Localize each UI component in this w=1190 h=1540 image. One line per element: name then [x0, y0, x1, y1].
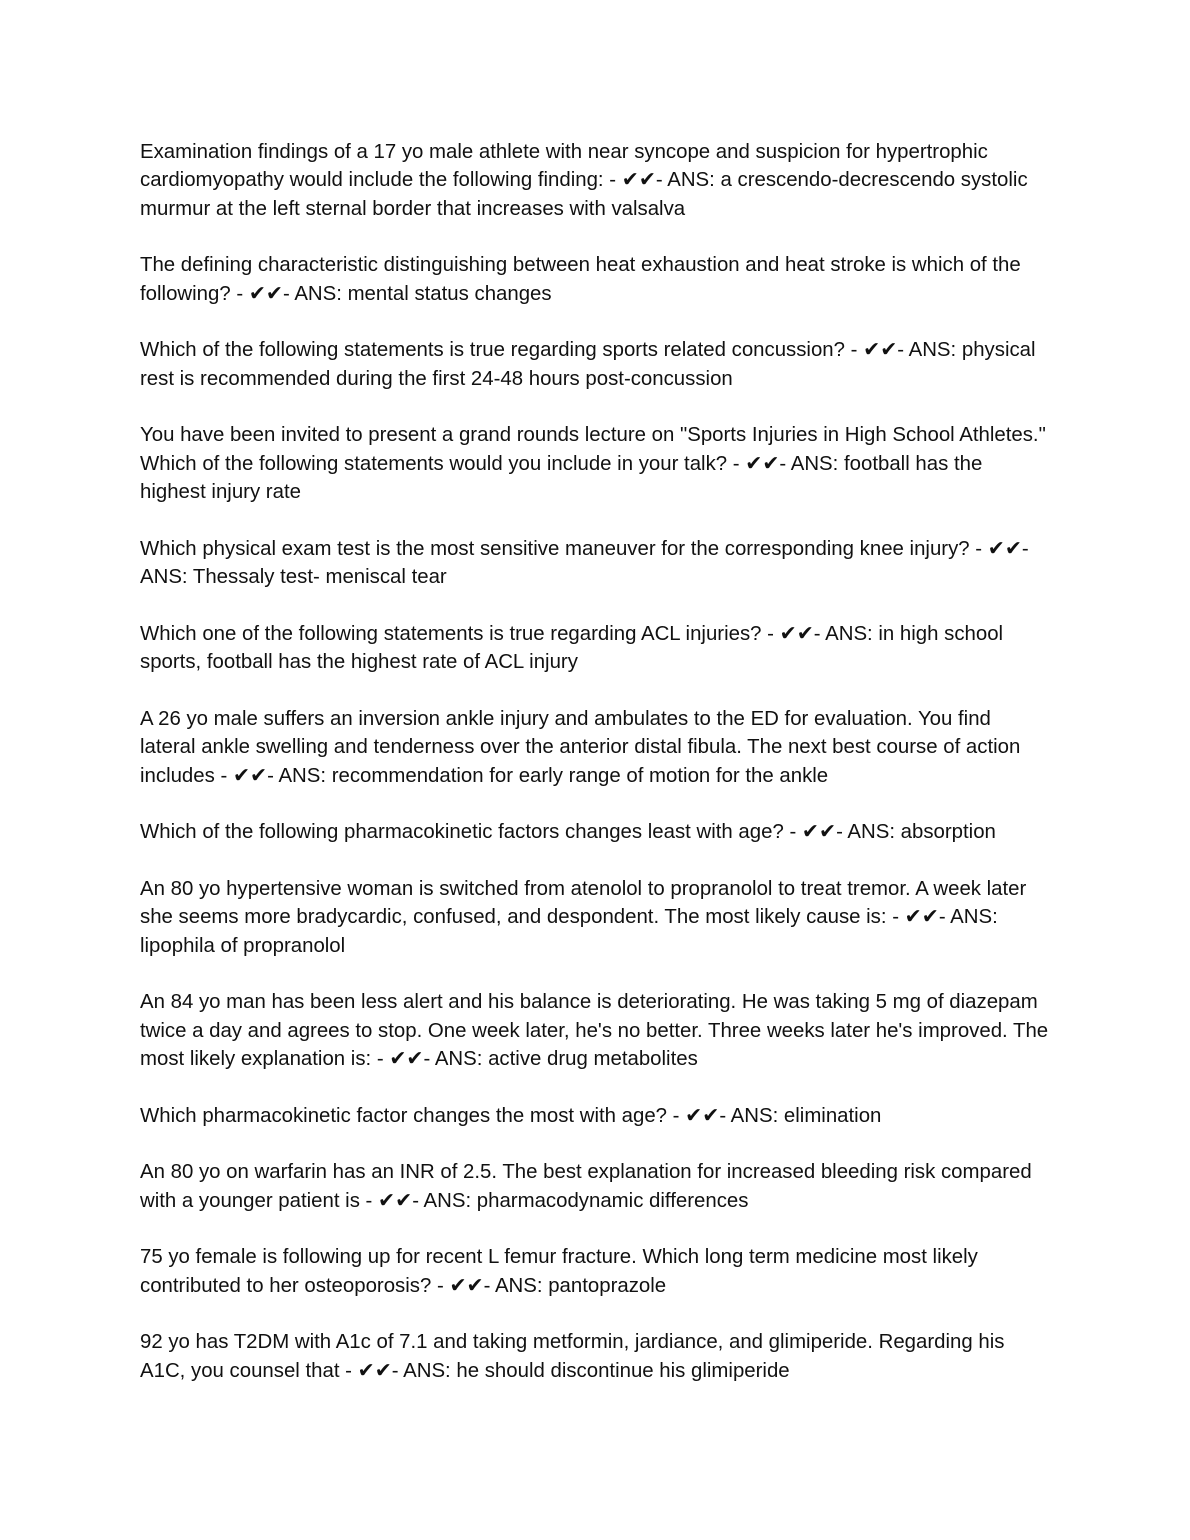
answer-text: - ANS: recommendation for early range of motion for the ankle — [267, 764, 829, 787]
qa-item — [140, 818, 1052, 846]
question-text: The defining characteristic distinguishing between heat exhaustion and heat stroke is which of the following? - — [140, 254, 1021, 305]
check-mark-icon: ✔✔ — [357, 1359, 392, 1382]
question-text: 75 yo female is following up for recent L femur fracture. Which long term medicine most likely contributed to her osteoporosis? - — [140, 1246, 978, 1297]
check-mark-icon: ✔✔ — [621, 169, 656, 192]
check-mark-icon: ✔✔ — [449, 1274, 484, 1297]
question-text: 92 yo has T2DM with A1c of 7.1 and taking metformin, jardiance, and glimiperide. Regarding his A1C, you counsel that - — [140, 1331, 1005, 1382]
answer-text: - ANS: absorption — [836, 821, 996, 844]
qa-item — [140, 620, 1052, 677]
answer-text: - ANS: a crescendo-decrescendo systolic murmur at the left sternal border that increases with valsalva — [140, 169, 1028, 220]
check-mark-icon: ✔✔ — [801, 821, 837, 844]
qa-item — [140, 1102, 1052, 1130]
question-text: You have been invited to present a grand rounds lecture on "Sports Injuries in High School Athletes." Which of the following statements would you include in your talk? - — [140, 424, 1046, 475]
qa-item — [140, 988, 1052, 1073]
check-mark-icon: ✔✔ — [685, 1104, 720, 1127]
check-mark-icon: ✔✔ — [745, 452, 780, 475]
question-text: Which one of the following statements is true regarding ACL injuries? - — [140, 622, 774, 645]
qa-item — [140, 251, 1052, 308]
answer-text: - ANS: active drug metabolites — [423, 1048, 698, 1071]
answer-text: - ANS: pharmacodynamic differences — [412, 1189, 749, 1212]
qa-item — [140, 535, 1052, 592]
answer-text: - ANS: pantoprazole — [483, 1274, 667, 1297]
check-mark-icon: ✔✔ — [232, 764, 268, 787]
answer-text: - ANS: he should discontinue his glimiperide — [391, 1359, 790, 1382]
check-mark-icon: ✔✔ — [248, 282, 283, 305]
qa-item — [140, 1158, 1052, 1215]
check-mark-icon: ✔✔ — [904, 906, 939, 929]
answer-text: - ANS: in high school sports, football has the highest rate of ACL injury — [140, 622, 1004, 674]
qa-item — [140, 875, 1052, 960]
answer-text: - ANS: Thessaly test- meniscal tear — [140, 537, 1029, 589]
answer-text: - ANS: physical rest is recommended during the first 24-48 hours post-concussion — [140, 339, 1036, 390]
answer-text: - ANS: lipophila of propranolol — [140, 906, 998, 957]
question-text: Which of the following statements is true regarding sports related concussion? - — [140, 339, 858, 362]
question-text: Which physical exam test is the most sensitive maneuver for the corresponding knee injury? - — [140, 537, 983, 560]
qa-item — [140, 421, 1052, 506]
answer-text: - ANS: football has the highest injury rate — [140, 452, 983, 504]
question-text: An 80 yo hypertensive woman is switched from atenolol to propranolol to treat tremor. A week later she seems more bradycardic, confused, and despondent. The most likely cause is: - — [140, 877, 1027, 929]
answer-text: - ANS: mental status changes — [282, 282, 552, 305]
question-text: Which pharmacokinetic factor changes the most with age? - — [140, 1104, 680, 1127]
qa-item — [140, 336, 1052, 393]
qa-item — [140, 705, 1052, 790]
question-text: An 80 yo on warfarin has an INR of 2.5. The best explanation for increased bleeding risk compared with a younger patient is - — [140, 1161, 1032, 1212]
question-text: Examination findings of a 17 yo male athlete with near syncope and suspicion for hypertrophic cardiomyopathy would include the following finding: - — [140, 141, 988, 192]
question-text: An 84 yo man has been less alert and his balance is deteriorating. He was taking 5 mg of diazepam twice a day and agrees to stop. One week later, he's no better. Three weeks later he's improved. The most likely explanation is: - — [140, 991, 1049, 1071]
answer-text: - ANS: elimination — [719, 1104, 882, 1127]
qa-item — [140, 1328, 1052, 1385]
check-mark-icon: ✔✔ — [389, 1048, 424, 1071]
qa-item — [140, 138, 1052, 223]
question-text: Which of the following pharmacokinetic factors changes least with age? - — [140, 821, 797, 844]
document-page — [140, 138, 1052, 1413]
question-text: A 26 yo male suffers an inversion ankle injury and ambulates to the ED for evaluation. You find lateral ankle swelling and tenderness over the anterior distal fibula. The next best course of action includes - — [140, 707, 1021, 787]
check-mark-icon: ✔✔ — [863, 339, 898, 362]
check-mark-icon: ✔✔ — [987, 537, 1022, 560]
qa-item — [140, 1243, 1052, 1300]
check-mark-icon: ✔✔ — [378, 1189, 413, 1212]
check-mark-icon: ✔✔ — [779, 622, 814, 645]
